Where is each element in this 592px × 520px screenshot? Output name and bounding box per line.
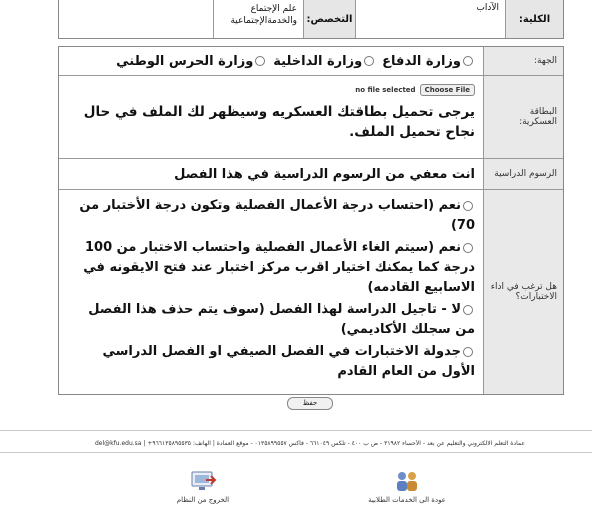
major-label-cell [303, 0, 355, 38]
college-value: الآداب [476, 3, 499, 13]
college-label-cell [505, 0, 563, 38]
military-card-label: البطاقة العسكرية: [483, 76, 563, 158]
military-card-row [59, 76, 563, 159]
radio-interior[interactable] [364, 56, 374, 66]
upload-instruction: يرجى تحميل بطاقتك العسكريه وسيظهر لك الملف في حال نجاح تحميل الملف. [83, 104, 475, 140]
save-button[interactable]: حفظ [287, 397, 333, 410]
radio-exam-1[interactable] [463, 201, 473, 211]
exam-option-2[interactable]: نعم (سيتم الغاء الأعمال الفصلية واحتساب الاختبار من 100 درجة كما يمكنك اختيار اقرب مركز اختبار عند فتح الايقونه في الاسابيع القادمه) [83, 240, 475, 295]
entity-label: الجهة: [483, 47, 563, 75]
footer-contact: عمادة التعلم الالكتروني والتعليم عن بعد - الأحساء ٣١٩٨٢ - ص ب ٤٠٠ - تلكس ٦٦١٠٤٩ - فاكس ٠١٣٥٨٩٩٥٥٧ - موقع العمادة | الهاتف: ٩٦٦١٣٥٨٩٥٥٣٥+ | del@kfu.edu.sa [95, 440, 525, 447]
student-info-table [58, 0, 564, 39]
major-value-cell [213, 0, 303, 38]
top-empty-cell [59, 0, 213, 38]
college-value-cell [355, 0, 505, 38]
major-label: التخصص: [306, 13, 353, 25]
students-icon [394, 470, 420, 492]
choose-file-button[interactable]: Choose File [420, 84, 475, 96]
radio-defense[interactable] [463, 56, 473, 66]
exam-option-1[interactable]: نعم (احتساب درجة الأعمال الفصلية وتكون درجة الأختبار من 70) [79, 198, 475, 233]
entity-options [59, 47, 483, 75]
logout-link[interactable] [148, 470, 258, 504]
radio-exam-4[interactable] [463, 347, 473, 357]
exams-label: هل ترغب في اداء الاختبارات؟ [483, 190, 563, 394]
major-value: علم الإجتماع والخدمةالإجتماعية [230, 4, 297, 26]
logout-icon [189, 470, 217, 492]
back-to-services-link[interactable] [352, 470, 462, 504]
entity-option-defense[interactable]: وزارة الدفاع [382, 54, 475, 69]
submit-area [58, 392, 562, 414]
exams-row [59, 190, 563, 394]
entity-row [59, 47, 563, 76]
file-upload [67, 84, 475, 96]
fees-row [59, 159, 563, 190]
exams-options [59, 190, 483, 394]
footer-divider-top [0, 430, 592, 431]
exam-option-3[interactable]: لا - تاجيل الدراسة لهذا الفصل (سوف يتم حذف هذا الفصل من سجلك الأكاديمي) [88, 302, 475, 337]
registration-form [58, 46, 564, 395]
radio-exam-3[interactable] [463, 305, 473, 315]
back-to-services-label: عودة الى الخدمات الطلابية [368, 496, 446, 504]
entity-option-national-guard[interactable]: وزارة الحرس الوطني [116, 54, 267, 69]
exam-option-4[interactable]: جدولة الاختبارات في الفصل الصيفي او الفصل الدراسي الأول من العام القادم [102, 344, 475, 379]
file-status: no file selected [355, 86, 416, 94]
logout-label: الخروج من النظام [176, 496, 230, 504]
radio-national-guard[interactable] [255, 56, 265, 66]
fees-label: الرسوم الدراسية [483, 159, 563, 189]
radio-exam-2[interactable] [463, 243, 473, 253]
footer-divider-bottom [0, 452, 592, 453]
college-label: الكلية: [518, 13, 551, 25]
entity-option-interior[interactable]: وزارة الداخلية [273, 54, 376, 69]
military-card-cell [59, 76, 483, 158]
fees-value: انت معفي من الرسوم الدراسية في هذا الفصل [174, 166, 475, 182]
